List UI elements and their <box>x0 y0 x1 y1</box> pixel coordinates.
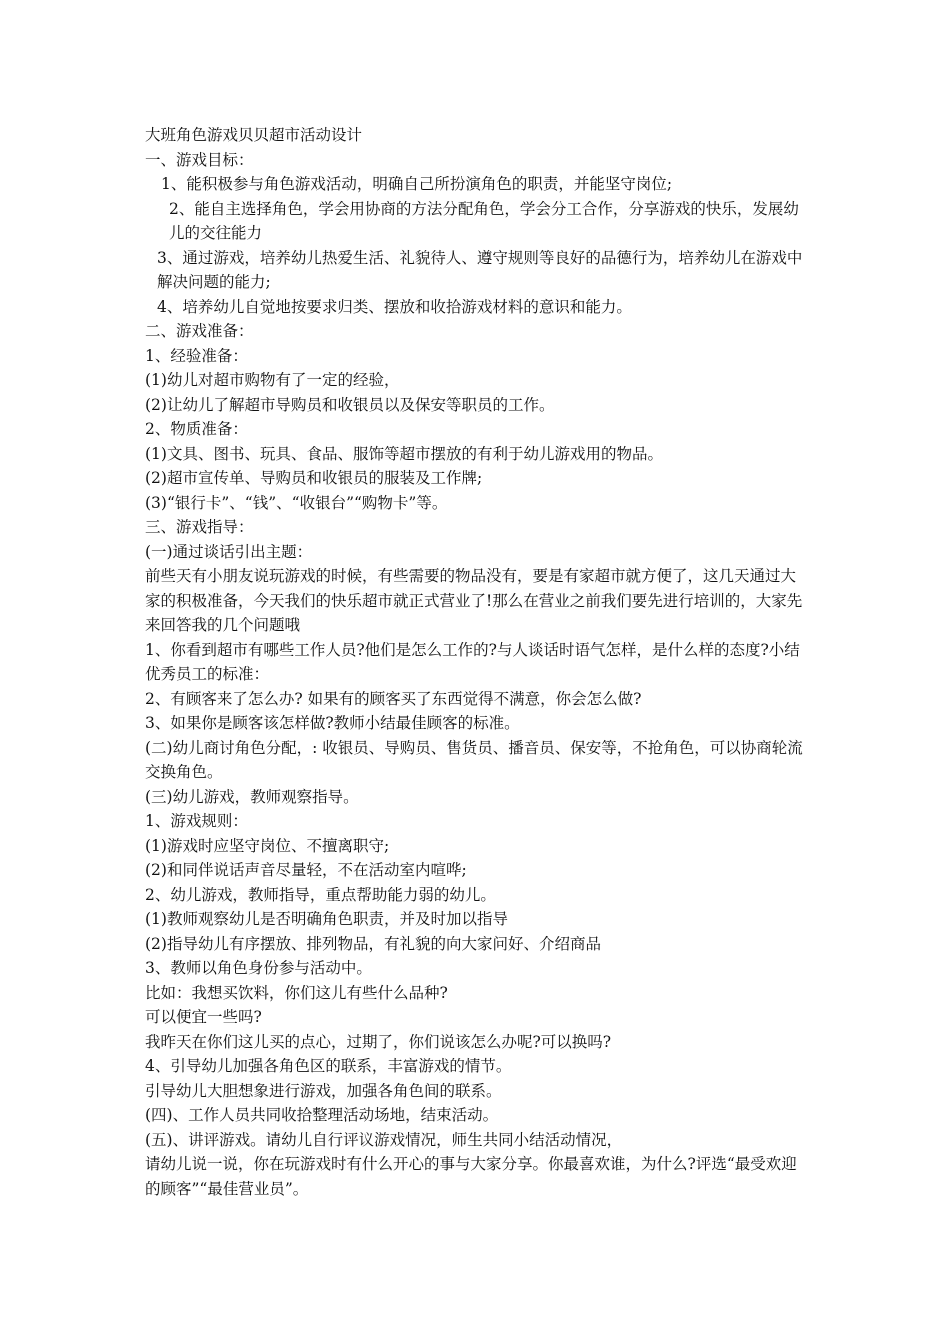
goal-item: 3、通过游戏，培养幼儿热爱生活、礼貌待人、遵守规则等良好的品德行为，培养幼儿在游戏中解决问题的能力; <box>157 248 803 291</box>
paragraph: (四)、工作人员共同收拾整理活动场地，结束活动。 <box>145 1106 499 1124</box>
subsection-heading: 2、物质准备： <box>145 420 248 438</box>
paragraph: 2、幼儿游戏，教师指导，重点帮助能力弱的幼儿。 <box>145 885 496 904</box>
paragraph: 3、如果你是顾客该怎样做?教师小结最佳顾客的标准。 <box>145 714 520 732</box>
paragraph: 前些天有小朋友说玩游戏的时候，有些需要的物品没有，要是有家超市就方便了，这几天通过大家的积极准备，今天我们的快乐超市就正式营业了!那么在营业之前我们要先进行培训的，大家先来回答我的几个问题哦 <box>145 567 803 634</box>
paragraph: (2)指导幼儿有序摆放、排列物品，有礼貌的向大家问好、介绍商品 <box>145 934 601 953</box>
paragraph: 4、引导幼儿加强各角色区的联系，丰富游戏的情节。 <box>145 1057 512 1075</box>
paragraph: (2)超市宣传单、导购员和收银员的服装及工作牌; <box>145 469 483 487</box>
subsection-heading: 1、经验准备： <box>145 346 248 365</box>
paragraph: 1、游戏规则： <box>145 812 248 830</box>
subsection-heading: (一)通过谈话引出主题： <box>145 542 313 561</box>
paragraph: (1)文具、图书、玩具、食品、服饰等超市摆放的有利于幼儿游戏用的物品。 <box>145 444 663 463</box>
paragraph: (2)和同伴说话声音尽量轻，不在活动室内喧哗; <box>145 861 467 879</box>
paragraph: 引导幼儿大胆想象进行游戏，加强各角色间的联系。 <box>145 1081 502 1100</box>
document-body <box>145 123 810 1201</box>
paragraph: (2)让幼儿了解超市导购员和收银员以及保安等职员的工作。 <box>145 395 555 414</box>
paragraph: 2、有顾客来了怎么办? 如果有的顾客买了东西觉得不满意，你会怎么做? <box>145 689 642 708</box>
goal-item: 2、能自主选择角色，学会用协商的方法分配角色，学会分工合作，分享游戏的快乐，发展幼儿的交往能力 <box>169 199 799 242</box>
document-title: 大班角色游戏贝贝超市活动设计 <box>145 126 363 144</box>
paragraph: (二)幼儿商讨角色分配，: 收银员、导购员、售货员、播音员、保安等，不抢角色，可以协商轮流交换角色。 <box>145 738 803 781</box>
goal-item: 1、能积极参与角色游戏活动，明确自己所扮演角色的职责，并能坚守岗位; <box>161 175 673 193</box>
paragraph: 1、你看到超市有哪些工作人员?他们是怎么工作的?与人谈话时语气怎样，是什么样的态度?小结优秀员工的标准： <box>145 640 800 683</box>
section-heading: 一、游戏目标： <box>145 150 254 169</box>
section-heading: 三、游戏指导： <box>145 518 254 536</box>
goal-item: 4、培养幼儿自觉地按要求归类、摆放和收拾游戏材料的意识和能力。 <box>157 297 632 316</box>
paragraph: 比如：我想买饮料，你们这儿有些什么品种? <box>145 983 448 1002</box>
paragraph: 可以便宜一些吗? <box>145 1008 262 1026</box>
paragraph: (五)、讲评游戏。请幼儿自行评议游戏情况，师生共同小结活动情况， <box>145 1130 623 1149</box>
paragraph: 请幼儿说一说，你在玩游戏时有什么开心的事与大家分享。你最喜欢谁，为什么?评选“最受欢迎的顾客”“最佳营业员”。 <box>145 1155 797 1198</box>
paragraph: (1)教师观察幼儿是否明确角色职责，并及时加以指导 <box>145 910 508 928</box>
section-heading: 二、游戏准备： <box>145 322 254 340</box>
paragraph: 我昨天在你们这儿买的点心，过期了，你们说该怎么办呢?可以换吗? <box>145 1032 612 1051</box>
paragraph: (1)幼儿对超市购物有了一定的经验， <box>145 371 400 389</box>
paragraph: (1)游戏时应坚守岗位、不擅离职守; <box>145 836 390 855</box>
paragraph: 3、教师以角色身份参与活动中。 <box>145 959 372 977</box>
subsection-heading: (三)幼儿游戏，教师观察指导。 <box>145 787 359 806</box>
paragraph: (3)“银行卡”、“钱”、“收银台”“购物卡”等。 <box>145 493 448 512</box>
